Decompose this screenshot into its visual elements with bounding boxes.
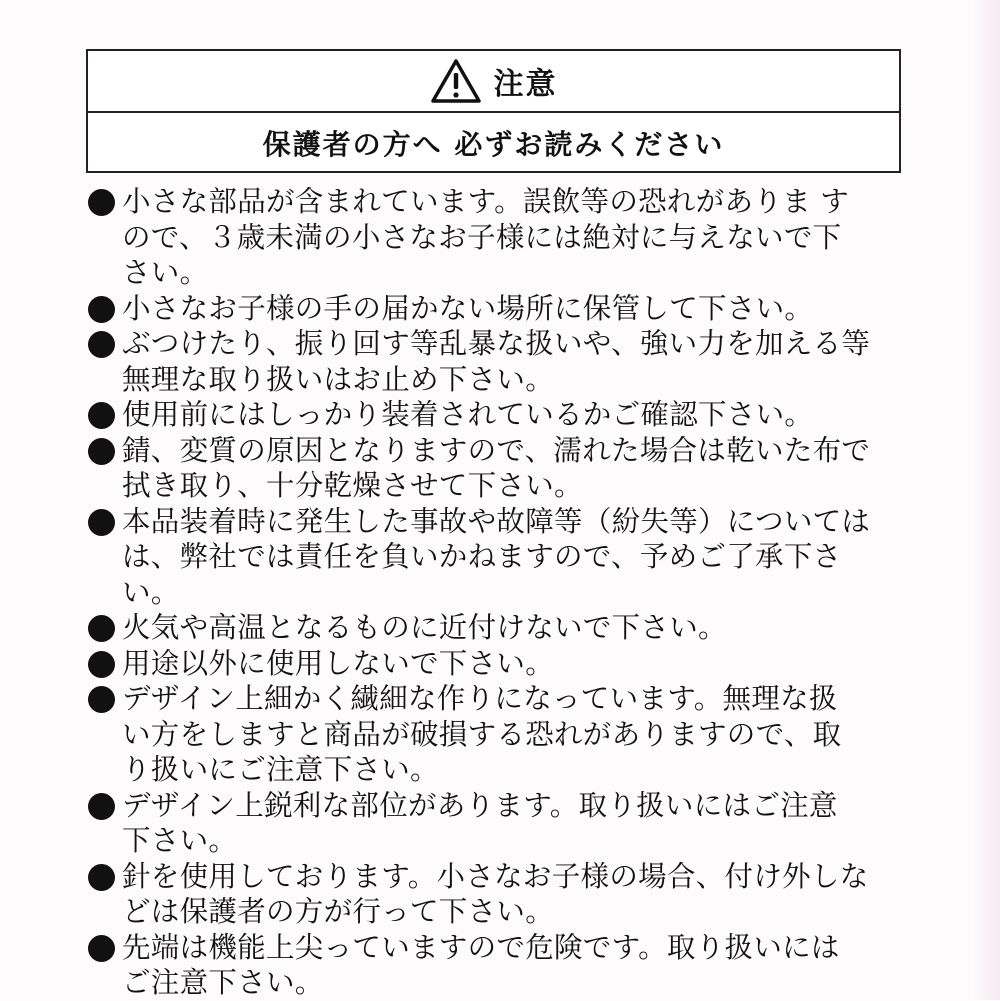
notice-item bbox=[88, 326, 908, 397]
warning-title: 注意 bbox=[493, 67, 558, 102]
notice-line: 火気や高温となるものに近付けないで下さい。 bbox=[122, 611, 727, 644]
bullet-icon bbox=[88, 935, 115, 962]
notice-item bbox=[88, 291, 908, 327]
bullet-icon bbox=[88, 686, 115, 713]
notice-line: 用途以外に使用しないで下さい。 bbox=[122, 646, 555, 680]
notice-item bbox=[88, 859, 908, 930]
notice-line: り扱いにご注意下さい。 bbox=[122, 753, 439, 786]
bullet-icon bbox=[88, 402, 115, 429]
notice-item bbox=[88, 930, 908, 1001]
notice-line: 先端は機能上尖っていますので危険です。取り扱いには bbox=[122, 930, 840, 964]
bullet-icon bbox=[88, 331, 115, 358]
bullet-icon bbox=[88, 296, 115, 323]
bullet-icon bbox=[88, 189, 115, 216]
notice-line: い方をしますと商品が破損する恐れがありますので、取 bbox=[122, 717, 842, 751]
paper-edge bbox=[972, 0, 1000, 1000]
warning-subtitle: 保護者の方へ 必ずお読みください bbox=[262, 128, 725, 161]
bullet-icon bbox=[88, 615, 115, 642]
notice-line: は、弊社では責任を負いかねますので、予めご了承下さ bbox=[122, 540, 842, 573]
bullet-icon bbox=[88, 438, 115, 465]
notice-line: ので、３歳未満の小さなお子様には絶対に与えないで下 bbox=[122, 220, 842, 254]
notice-item bbox=[88, 610, 908, 646]
notice-item bbox=[88, 433, 908, 504]
bullet-icon bbox=[88, 793, 115, 820]
notice-line: デザイン上細かく繊細な作りになっています。無理な扱 bbox=[122, 682, 838, 715]
notice-line: 小さなお子様の手の届かない場所に保管して下さい。 bbox=[122, 291, 814, 325]
notice-line: い。 bbox=[122, 575, 180, 609]
notice-item bbox=[88, 184, 908, 291]
notice-item bbox=[88, 681, 908, 788]
notice-line: デザイン上鋭利な部位があります。取り扱いにはご注意 bbox=[122, 788, 838, 822]
notice-line: ご注意下さい。 bbox=[122, 966, 324, 999]
notice-list bbox=[88, 184, 908, 1001]
notice-line: 無理な取り扱いはお止め下さい。 bbox=[122, 362, 555, 396]
warning-triangle-icon bbox=[430, 58, 482, 104]
notice-line: ぶつけたり、振り回す等乱暴な扱いや、強い力を加える等 bbox=[122, 327, 871, 360]
notice-line: 本品装着時に発生した事故や故障等（紛失等）については bbox=[122, 504, 871, 538]
notice-line: 小さな部品が含まれています。誤飲等の恐れがありま す bbox=[122, 185, 850, 218]
bullet-icon bbox=[88, 651, 115, 678]
notice-line: 拭き取り、十分乾燥させて下さい。 bbox=[122, 469, 583, 502]
notice-line: さい。 bbox=[122, 256, 209, 289]
bullet-icon bbox=[88, 864, 115, 891]
notice-line: 下さい。 bbox=[122, 824, 238, 857]
notice-line: 使用前にはしっかり装着されているかご確認下さい。 bbox=[122, 398, 814, 431]
notice-line: 針を使用しております。小さなお子様の場合、付け外しな bbox=[122, 859, 869, 893]
notice-line: どは保護者の方が行って下さい。 bbox=[122, 895, 555, 928]
bullet-icon bbox=[88, 509, 115, 536]
notice-item bbox=[88, 646, 908, 682]
notice-item bbox=[88, 788, 908, 859]
notice-item bbox=[88, 397, 908, 433]
warning-box bbox=[86, 49, 901, 173]
warning-header bbox=[88, 51, 899, 113]
notice-item bbox=[88, 504, 908, 611]
notice-line: 錆、変質の原因となりますので、濡れた場合は乾いた布で bbox=[122, 433, 871, 467]
